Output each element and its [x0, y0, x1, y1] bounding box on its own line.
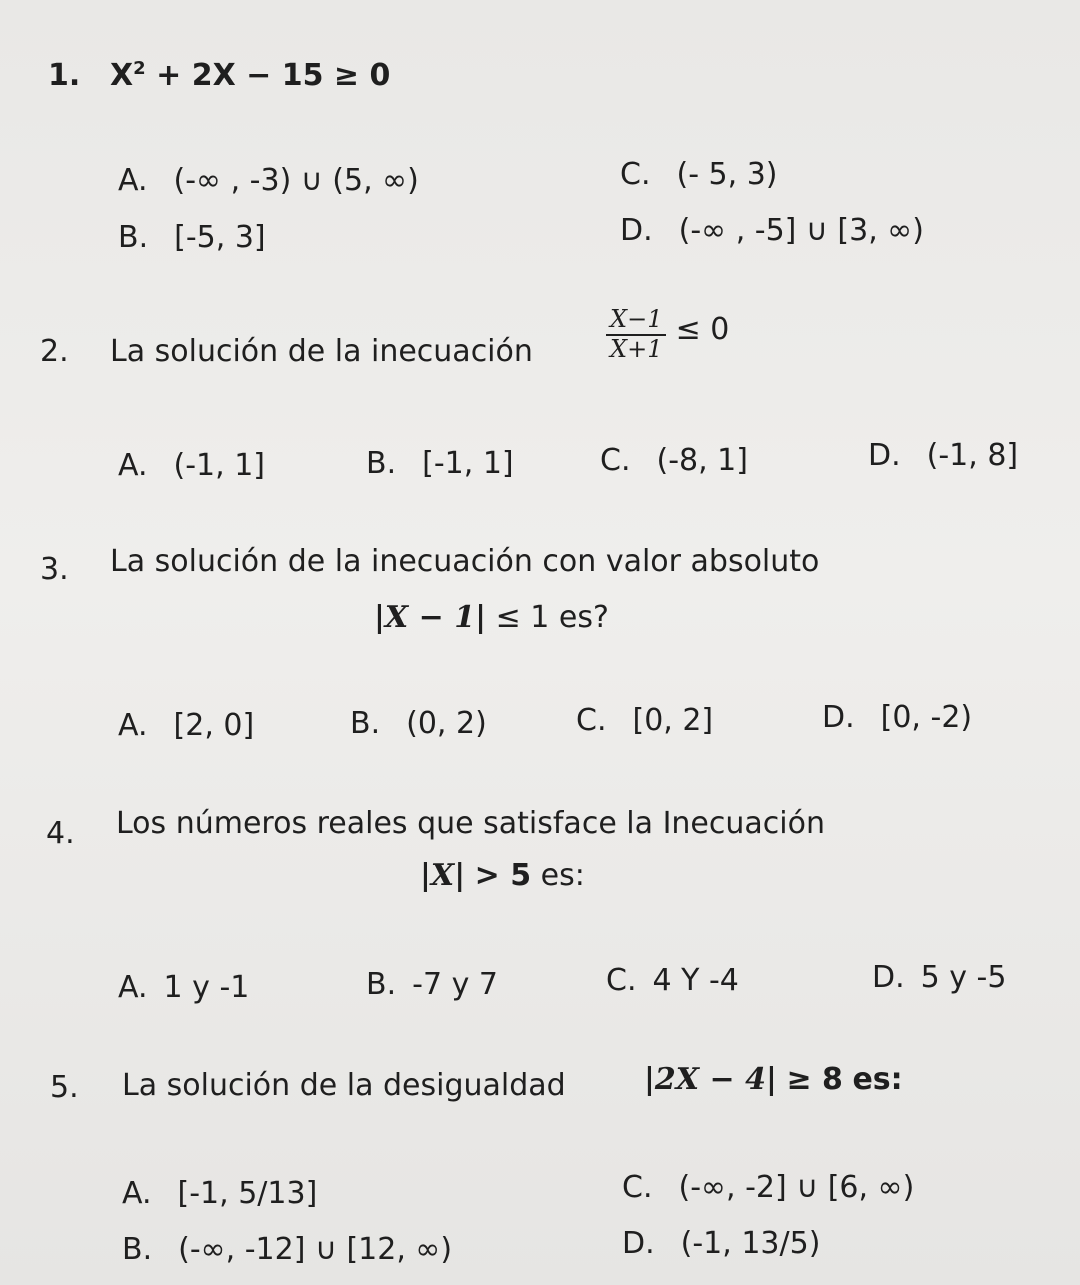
option-value: (- 5, 3)	[676, 157, 778, 192]
option-value: [2, 0]	[173, 708, 255, 743]
option-value: (-1, 8]	[926, 438, 1019, 473]
q1-expr-base: X	[110, 58, 134, 93]
q3-number: 3.	[40, 552, 69, 587]
option-label: B.	[366, 967, 397, 1002]
option-label: C.	[620, 157, 651, 192]
q5-tail: es:	[852, 1062, 903, 1097]
option-label: B.	[350, 706, 381, 741]
q3-expression	[374, 600, 609, 635]
q1-option-b[interactable]	[118, 220, 266, 255]
q4-abs-expr: |X|	[420, 858, 466, 893]
option-value: [-1, 5/13]	[177, 1176, 318, 1211]
q3-relation: ≤ 1 es?	[495, 600, 609, 635]
q2-fraction	[606, 306, 729, 363]
q2-fraction-denominator: X+1	[610, 334, 663, 363]
q4-tail: es:	[540, 858, 585, 893]
option-value: [-1, 1]	[422, 446, 514, 481]
q1-option-a[interactable]	[118, 163, 419, 198]
q5-number: 5.	[50, 1070, 79, 1105]
option-value: 1 y -1	[163, 970, 250, 1005]
option-label: D.	[822, 700, 855, 735]
q1-option-d[interactable]	[620, 213, 924, 248]
q2-option-c[interactable]	[600, 443, 748, 478]
q1-number: 1.	[48, 58, 81, 93]
q5-abs-expr: |2X − 4|	[644, 1062, 777, 1097]
q4-option-b[interactable]	[366, 967, 498, 1002]
q3-option-a[interactable]	[118, 708, 254, 743]
option-value: (-∞ , -5] ∪ [3, ∞)	[678, 213, 924, 248]
q4-relation: > 5	[474, 858, 532, 893]
option-label: C.	[600, 443, 631, 478]
option-value: (-∞, -2] ∪ [6, ∞)	[678, 1170, 915, 1205]
q4-number: 4.	[46, 816, 75, 851]
q2-relation: ≤ 0	[675, 312, 730, 348]
q2-text: La solución de la inecuación	[110, 334, 533, 369]
option-value: 5 y -5	[920, 960, 1007, 995]
option-label: C.	[576, 703, 607, 738]
q5-option-c[interactable]	[622, 1170, 914, 1205]
option-value: (-1, 1]	[173, 448, 266, 483]
option-value: -7 y 7	[412, 967, 498, 1002]
option-label: A.	[118, 163, 148, 198]
option-value: (-∞, -12] ∪ [12, ∞)	[178, 1232, 453, 1267]
option-label: B.	[366, 446, 397, 481]
q4-expression	[420, 858, 585, 893]
q2-option-d[interactable]	[868, 438, 1018, 473]
q1-expr-exponent: 2	[133, 58, 146, 79]
q3-abs-expr: |X − 1|	[374, 600, 487, 635]
q1-option-c[interactable]	[620, 157, 778, 192]
option-label: A.	[118, 708, 148, 743]
q2-option-b[interactable]	[366, 446, 514, 481]
option-label: A.	[122, 1176, 152, 1211]
option-label: D.	[868, 438, 901, 473]
q5-option-b[interactable]	[122, 1232, 452, 1267]
option-label: C.	[606, 963, 637, 998]
q4-option-c[interactable]	[606, 963, 739, 998]
option-label: D.	[622, 1226, 655, 1261]
option-value: (0, 2)	[406, 706, 487, 741]
option-label: C.	[622, 1170, 653, 1205]
option-value: [0, 2]	[632, 703, 714, 738]
q5-expression	[644, 1062, 903, 1097]
option-value: (-∞ , -3) ∪ (5, ∞)	[173, 163, 419, 198]
option-value: 4 Y -4	[652, 963, 739, 998]
q5-option-a[interactable]	[122, 1176, 317, 1211]
q3-option-c[interactable]	[576, 703, 713, 738]
q2-fraction-numerator: X−1	[606, 306, 666, 336]
q5-text: La solución de la desigualdad	[122, 1068, 566, 1103]
option-label: B.	[118, 220, 149, 255]
option-value: (-1, 13/5)	[680, 1226, 821, 1261]
option-label: D.	[872, 960, 905, 995]
option-label: A.	[118, 970, 148, 1005]
option-value: (-8, 1]	[656, 443, 748, 478]
q1-expr-rest: + 2X − 15 ≥ 0	[156, 58, 391, 93]
q4-text: Los números reales que satisface la Inecuación	[116, 806, 825, 841]
q3-text: La solución de la inecuación con valor absoluto	[110, 544, 820, 579]
q2-number: 2.	[40, 334, 69, 369]
option-label: B.	[122, 1232, 153, 1267]
q3-option-b[interactable]	[350, 706, 487, 741]
q2-option-a[interactable]	[118, 448, 265, 483]
q5-relation: ≥ 8	[786, 1062, 843, 1097]
q4-option-d[interactable]	[872, 960, 1006, 995]
option-value: [-5, 3]	[174, 220, 266, 255]
q1-expression	[110, 58, 390, 93]
q3-option-d[interactable]	[822, 700, 972, 735]
q5-option-d[interactable]	[622, 1226, 820, 1261]
option-label: D.	[620, 213, 653, 248]
q4-option-a[interactable]	[118, 970, 249, 1005]
option-value: [0, -2)	[880, 700, 973, 735]
option-label: A.	[118, 448, 148, 483]
